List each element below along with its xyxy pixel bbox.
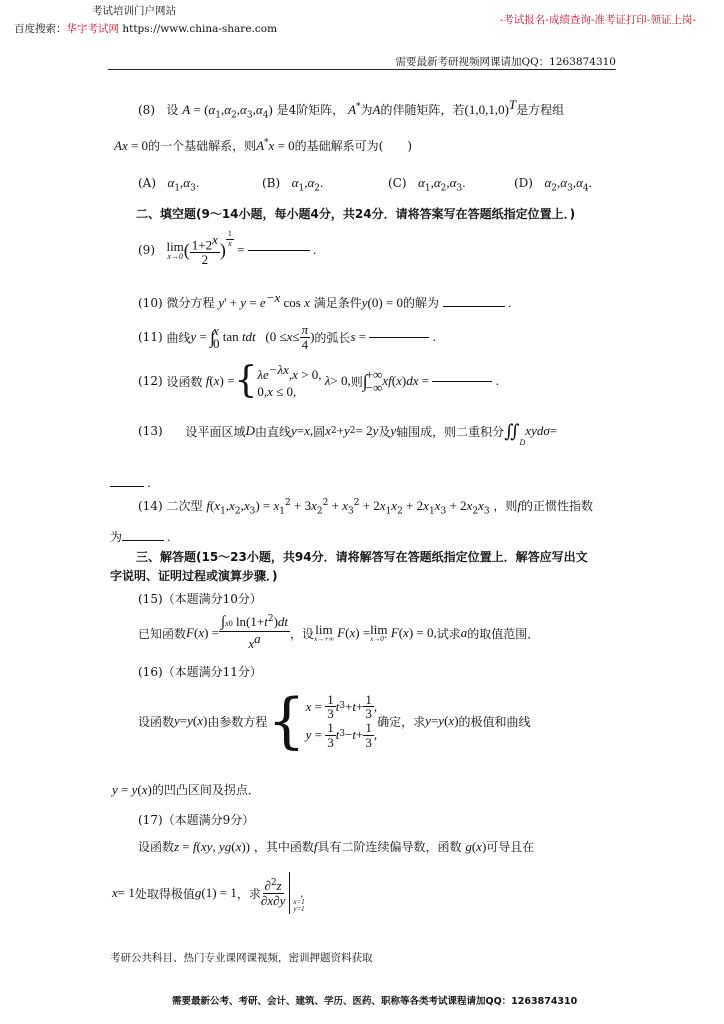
search-label: 百度搜索： xyxy=(14,23,67,35)
question-8-line2: Ax = 0的一个基础解系，则A*x = 0的基础解系可为( ) xyxy=(114,138,413,153)
question-17-line2: x = 1 处取得极值 g (1) = 1 ，求 $\frac{\partial^2z}{\partial x\partial y}$ x=1 y=1 . xyxy=(112,868,303,918)
section-2-heading: 二、填空题(9～14小题，每小题4分，共24分．请将答案写在答题纸指定位置上．) xyxy=(136,207,576,221)
question-14-line2: 为 . xyxy=(110,529,171,544)
option-b[interactable]: (B) $\alpha_1,\alpha_2$. xyxy=(262,175,324,194)
section-3-heading-line2: 字说明、证明过程或演算步骤．) xyxy=(110,569,278,583)
question-11: (11) 曲线 y = ∫ x 0 tan tdt (0 ≤ x ≤ $\frac{\pi}{4}$ ) 的弧长 s = . xyxy=(138,321,436,352)
q13-answer-blank[interactable]: . xyxy=(110,472,151,491)
header-nav-links[interactable]: -考试报名-成绩查询-准考证打印-领证上岗- xyxy=(499,14,696,26)
option-a[interactable]: (A) $\alpha_1,\alpha_3$. xyxy=(138,175,200,194)
question-9: (9) lim x→0 ( $\frac{1+2^x}{2}$ ) $\frac{1}{x}$ = . xyxy=(138,229,317,268)
header-divider xyxy=(108,69,616,70)
footer-line1: 考研公共科目、热门专业课网课视频，密训押题资料获取 xyxy=(110,952,373,964)
question-16-body: 设函数 y = y ( x ) 由参数方程 { x = $\frac{1}{3}$ t 3 + t + $\frac{1}{3}$ , y = $\frac{1}{3}$ t 3 − t + $\frac{1}{3}$ , 确定，求 y = y ( x ) 的极值和曲线 xyxy=(138,686,531,756)
search-term-link[interactable]: 华宇考试网 xyxy=(66,23,119,35)
site-title: 考试培训门户网站 xyxy=(92,5,176,17)
question-12: (12) 设函数 f ( x ) = { $\lambda e^{-\lambda x},x > 0$, 0,x ≤ 0, λ > 0, 则 ∫ +∞ −∞ xf ( x ) dx = . xyxy=(138,360,499,401)
question-8-line1: (8) 设 $A = (\alpha_1,\alpha_2,\alpha_3,\alpha_4)$ 是4阶矩阵， A*为A的伴随矩阵，若$(1,0,1,0)^T$是方程组 xyxy=(138,97,565,121)
question-16-header: (16)（本题满分11分） xyxy=(138,665,262,679)
question-14-line1: (14) 二次型 $f(x_1,x_2,x_3) = x_1^2 + 3x_2^2 + x_3^2 + 2x_1x_2 + 2x_1x_3 + 2x_2x_3$ ，则f的正惯性指数 xyxy=(138,498,594,517)
question-15-body: 已知函数 F ( x ) = $\frac{\int x0 \ln(1+t^2)dt}{x^a}$ ，设 lim x→+∞ F ( x ) = lim x→0⁺ F ( x ) = 0, 试求 a 的取值范围． xyxy=(138,614,540,652)
site-url[interactable]: https://www.china-share.com xyxy=(122,23,278,35)
question-17-header: (17)（本题满分9分） xyxy=(138,813,255,827)
qq-notice: 需要最新考研视频网课请加QQ：1263874310 xyxy=(395,56,616,68)
section-3-heading-line1: 三、解答题(15～23小题，共94分．请将解答写在答题纸指定位置上．解答应写出文 xyxy=(136,550,588,564)
footer-line2: 需要最新公考、考研、会计、建筑、学历、医药、职称等各类考试课程请加QQ：1263874310 xyxy=(172,996,578,1007)
question-15-header: (15)（本题满分10分） xyxy=(138,592,262,606)
option-c[interactable]: (C) $\alpha_1,\alpha_2,\alpha_3$. xyxy=(388,175,466,194)
question-13: (13) 设平面区域 D 由直线 y = x , 圆 x 2 + y 2 = 2 y 及 y 轴围成，则二重积分 ∬ D xydσ = xyxy=(138,420,558,447)
question-10: (10) 微分方程 $y' + y = e^{-x}$ cos x 满足条件y(0) = 0的解为 . xyxy=(138,290,512,310)
question-17-line1: 设函数z = f(xy, yg(x)) ，其中函数f具有二阶连续偏导数，函数 g(x)可导且在 xyxy=(138,839,535,854)
question-16-tail: y = y(x)的凹凸区间及拐点． xyxy=(112,782,260,797)
search-line xyxy=(14,21,277,36)
option-d[interactable]: (D) $\alpha_2,\alpha_3,\alpha_4$. xyxy=(514,175,592,194)
